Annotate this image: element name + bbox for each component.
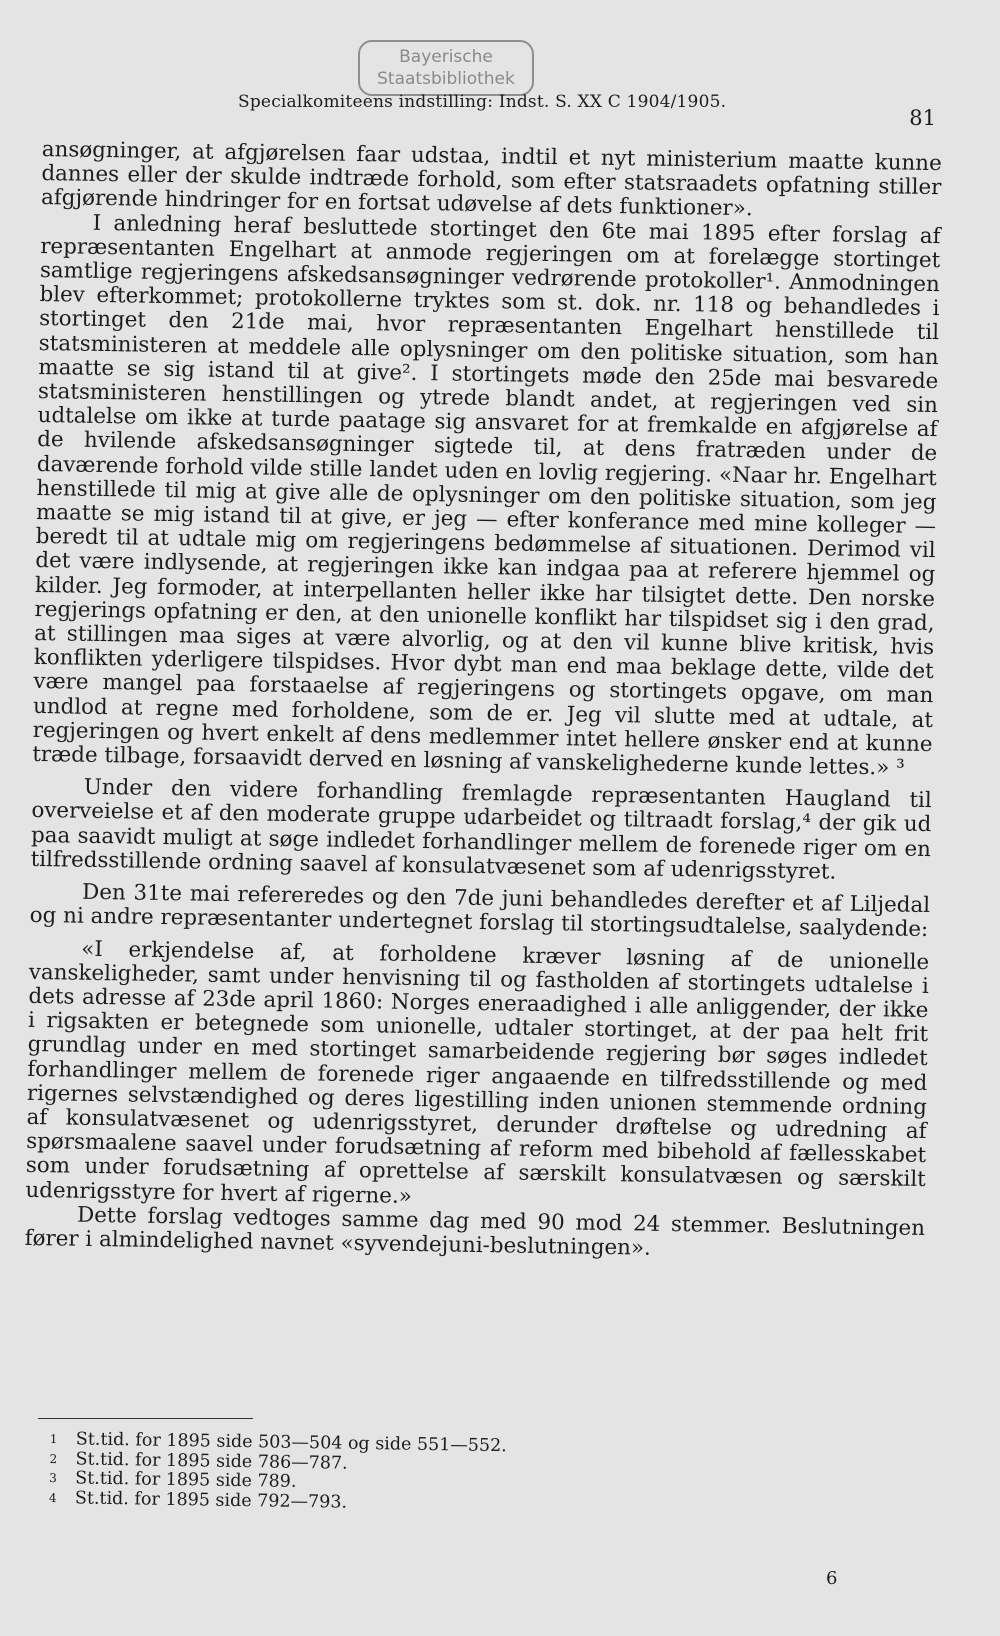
stamp-line-1: Bayerische bbox=[399, 47, 493, 67]
header-title: Specialkomiteens indstilling: Indst. S. XX C 1904/1905. bbox=[238, 92, 727, 112]
library-stamp bbox=[358, 40, 534, 96]
paragraph-1: ansøgninger, at afgjørelsen faar udstaa, indtil et nyt ministerium maatte kunne dannes eller der skulde indtræde forhold, som efter statsraadets opfatning stiller afgjørende hindringer for en fortsat udøvelse af dets funktioner». bbox=[40, 137, 942, 222]
footnote-text: St.tid. for 1895 side 786—787. bbox=[75, 1448, 348, 1474]
stamp-line-2: Staatsbibliothek bbox=[377, 69, 515, 89]
footnote-text: St.tid. for 1895 side 792—793. bbox=[74, 1487, 348, 1513]
signature-mark: 6 bbox=[826, 1568, 838, 1589]
footnote-divider bbox=[38, 1418, 253, 1419]
paragraph-6: Dette forslag vedtoges samme dag med 90 mod 24 stemmer. Beslutningen fører i almindelighed navnet «syvendejuni-beslutningen». bbox=[24, 1202, 926, 1261]
footnote-number: 3 bbox=[49, 1470, 57, 1486]
body-text bbox=[25, 138, 942, 1265]
footnote-text: St.tid. for 1895 side 789. bbox=[75, 1468, 297, 1492]
footnote-number: 1 bbox=[49, 1431, 58, 1447]
paragraph-5-resolution-quote: «I erkjendelse af, at forholdene kræver løsning af de unionelle vanskeligheder, samt under henvisning til og fastholden af stortingets udtalelse i dets adresse af 23de april 1860: Norges eneraadighed i alle anliggender, der ikke i rigsakten er betegnede som unionelle, udtaler stortinget, at der paa helt frit grundlag under en med stortinget samarbeidende regjering bør søges indledet forhandlinger mellem de forenede riger angaaende en tilfredsstillende og med rigernes selvstændighed og deres ligestilling inden unionen stemmende ordning af konsulatvæsenet og udenrigsstyret, derunder drøftelse og udredning af spørsmaalene saavel under forudsætning af reform med bibehold af fællesskabet som under forudsætning af oprettelse af særskilt konsulatvæsen og særskilt udenrigsstyre for hvert af rigerne.» bbox=[25, 936, 930, 1209]
footnote-number: 2 bbox=[49, 1451, 58, 1466]
footnotes bbox=[49, 1430, 650, 1517]
paragraph-3: Under den videre forhandling fremlagde repræsentanten Haugland til overveielse et af den moderate gruppe udarbeidet og tiltraadt forslag,⁴ der gik ud paa saavidt muligt at søge indledet forhandlinger mellem de forenede riger om en tilfredsstillende ordning saavel af konsulatvæsenet som af udenrigsstyret. bbox=[30, 775, 932, 885]
page-number: 81 bbox=[909, 106, 936, 130]
running-header bbox=[238, 92, 938, 132]
paragraph-4: Den 31te mai refereredes og den 7de juni behandledes derefter et af Liljedal og ni andre repræsentanter undertegnet forslag til stortingsudtalelse, saalydende: bbox=[29, 879, 931, 943]
paragraph-2: I anledning heraf besluttede stortinget den 6te mai 1895 efter forslag af repræsentanten Engelhart at anmode regjeringen om at forelægge stortinget samtlige regjeringens afskedsansøgninger vedrørende protokoller¹. Anmodningen blev efterkommet; protokollerne tryktes som st. dok. nr. 118 og behandledes i stortinget den 21de mai, hvor repræsentanten Engelhart henstillede til statsministeren at meddele alle oplysninger om den politiske situation, som han maatte se sig istand til at give². I stortingets møde den 25de mai besvarede statsministeren henstillingen og ytrede blandt andet, at regjeringen ved sin udtalelse om ikke at turde paatage sig ansvaret for at fremkalde en afgjørelse af de hvilende afskedsansøgninger sigtede til, at dens fratræden under de daværende forhold vilde stille landet uden en lovlig regjering. «Naar hr. Engelhart henstillede til mig at give alle de oplysninger om den politiske situation, som jeg maatte se mig istand til at give, er jeg — efter konferance med mine kolleger — beredt til at udtale mig om regjeringens bedømmelse af situationen. Derimod vil det være indlysende, at regjeringen ikke kan indgaa paa at referere hjemmel og kilder. Jeg formoder, at interpellanten heller ikke har tilsigtet dette. Den norske regjerings opfatning er den, at den unionelle konflikt har tilspidset sig i den grad, at stillingen maa siges at være alvorlig, og at den vil kunne blive kritisk, hvis konflikten yderligere tilspidses. Hvor dybt man end maa beklage dette, vilde det være mangel paa forstaaelse af regjeringens og stortingets opgave, om man undlod at regne med forholdene, som de er. Jeg vil slutte med at udtale, at regjeringen og hvert enkelt af dens medlemmer intet hellere ønsker end at kunne træde tilbage, forsaavidt derved en løsning af vanskelighederne kunde lettes.» ³ bbox=[32, 210, 941, 781]
footnote-number: 4 bbox=[48, 1490, 57, 1505]
footnote-text: St.tid. for 1895 side 503—504 og side 551—552. bbox=[75, 1429, 507, 1457]
